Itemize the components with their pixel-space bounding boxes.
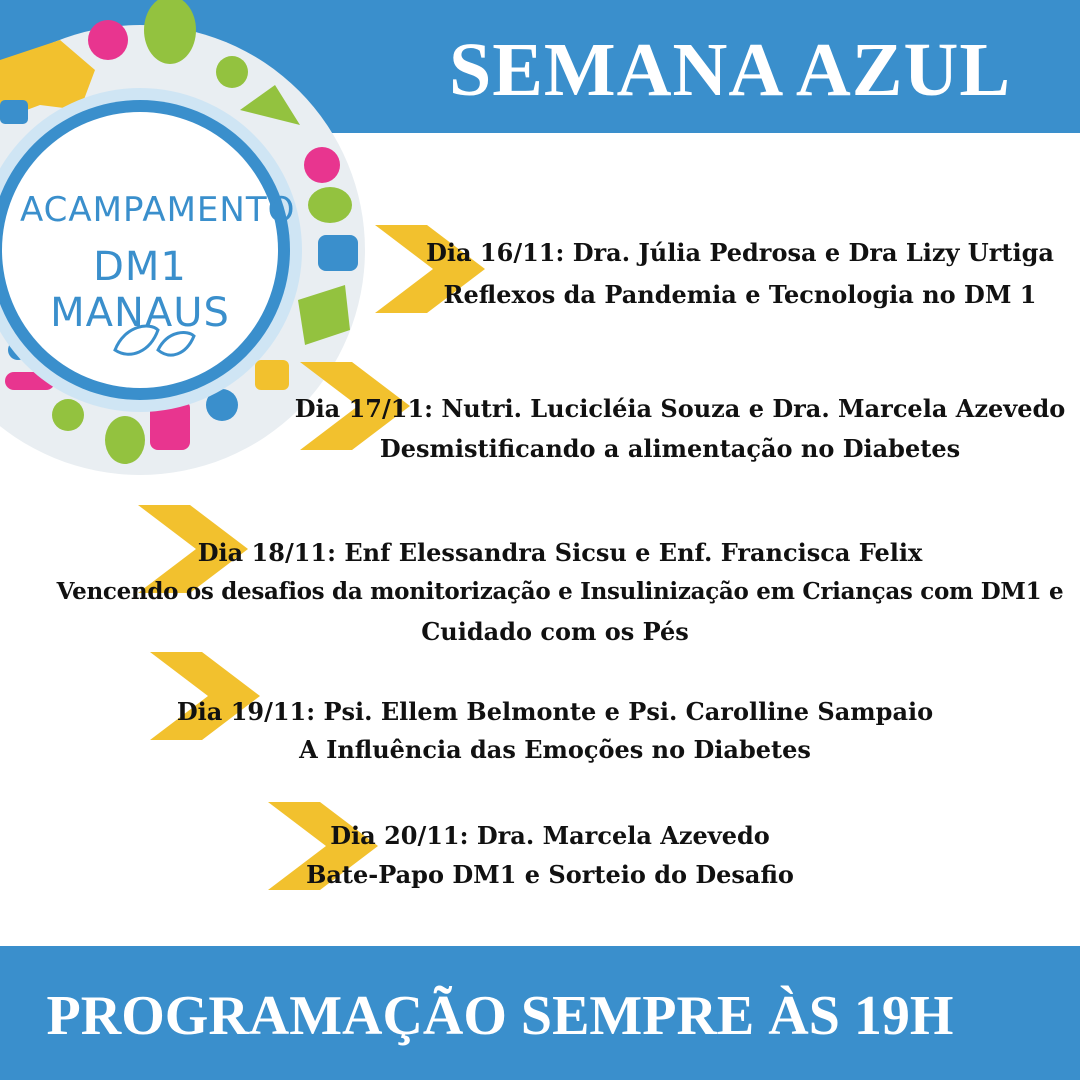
child-figure-icon xyxy=(52,399,84,431)
child-figure-icon xyxy=(88,20,128,60)
schedule-day-heading: Dia 17/11: Nutri. Lucicléia Souza e Dra. Marcela Azevedo xyxy=(294,394,1066,423)
schedule-day-topic: Bate-Papo DM1 e Sorteio do Desafio xyxy=(306,860,794,889)
schedule-day-topic-continued: Cuidado com os Pés xyxy=(421,617,689,646)
child-figure-icon xyxy=(216,56,248,88)
footer-schedule-note: PROGRAMAÇÃO SEMPRE ÀS 19H xyxy=(46,985,954,1047)
schedule-day-topic: Desmistificando a alimentação no Diabetes xyxy=(379,434,961,463)
schedule-day-topic: A Influência das Emoções no Diabetes xyxy=(299,735,811,764)
schedule-day-heading: Dia 20/11: Dra. Marcela Azevedo xyxy=(330,821,770,850)
child-figure-icon xyxy=(304,147,340,183)
logo-title-line2: DM1 MANAUS xyxy=(50,244,230,336)
dog-icon xyxy=(318,235,358,271)
schedule-day-heading: Dia 19/11: Psi. Ellem Belmonte e Psi. Carolline Sampaio xyxy=(176,697,934,726)
schedule-day-topic: Vencendo os desafios da monitorização e Insulinização em Crianças com DM1 e xyxy=(56,578,1064,605)
logo-title-line1: ACAMPAMENTO xyxy=(20,190,296,230)
tree-icon xyxy=(105,416,145,464)
animal-icon xyxy=(255,360,289,390)
schedule-day-topic: Reflexos da Pandemia e Tecnologia no DM 1 xyxy=(443,280,1037,309)
tree-icon xyxy=(308,187,352,223)
animal-icon xyxy=(0,100,28,124)
page-title: SEMANA AZUL xyxy=(448,28,1012,112)
schedule-day-heading: Dia 18/11: Enf Elessandra Sicsu e Enf. Francisca Felix xyxy=(197,538,923,567)
schedule-day-heading: Dia 16/11: Dra. Júlia Pedrosa e Dra Lizy Urtiga xyxy=(426,238,1054,267)
